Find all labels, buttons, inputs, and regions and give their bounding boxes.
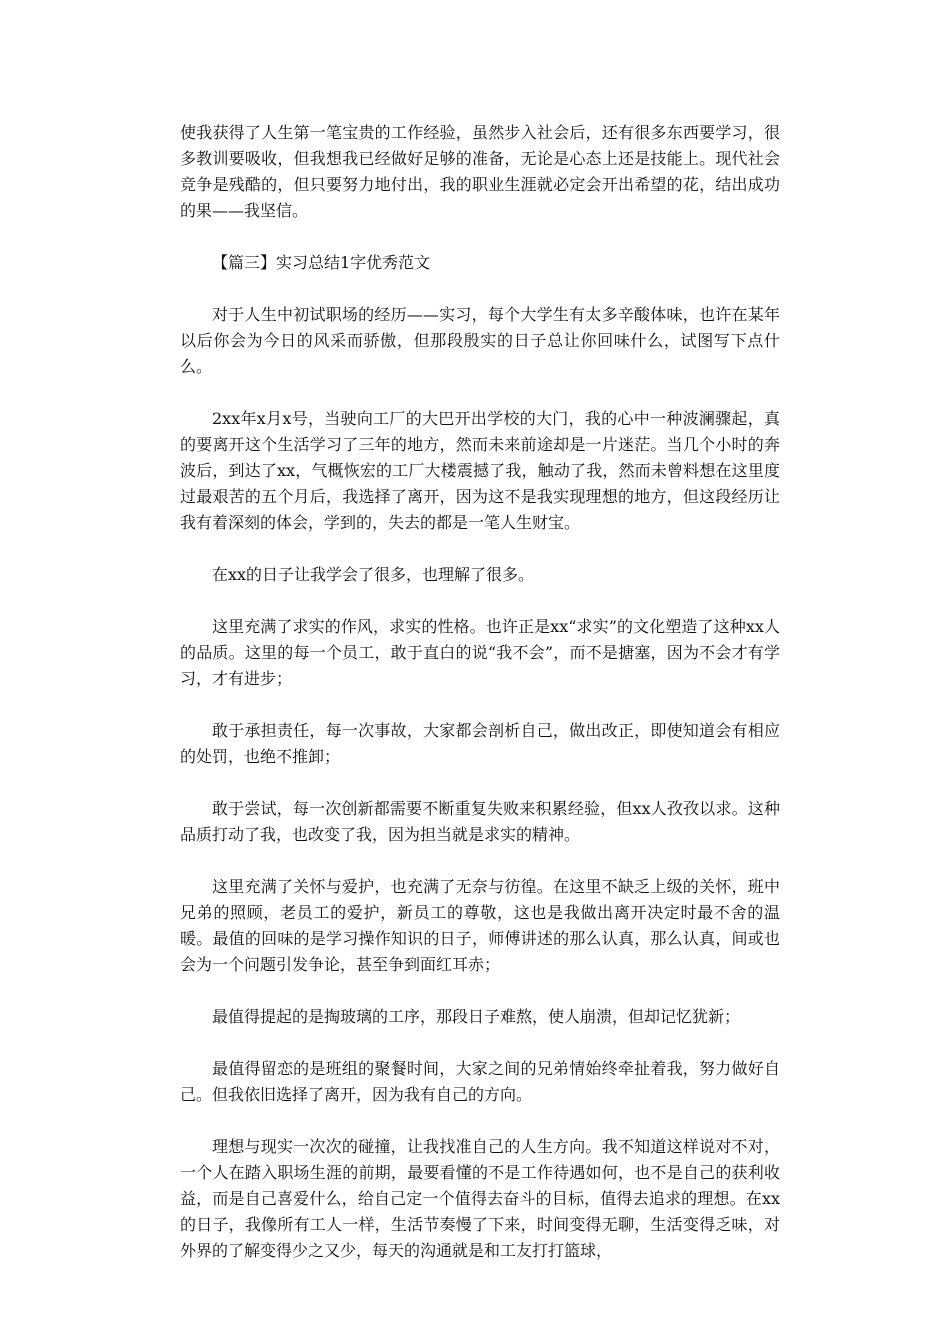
- paragraph: 对于人生中初试职场的经历——实习，每个大学生有太多辛酸体味，也许在某年以后你会为今日的风采而骄傲，但那段殷实的日子总让你回味什么，试图写下点什么。: [180, 305, 780, 376]
- paragraph-continuation: 使我获得了人生第一笔宝贵的工作经验，虽然步入社会后，还有很多东西要学习，很多教训要吸收，但我想我已经做好足够的准备，无论是心态上还是技能上。现代社会竞争是残酷的，但只要努力地付出，我的职业生涯就必定会开出希望的花，结出成功的果——我坚信。: [180, 123, 780, 220]
- paragraph: 这里充满了关怀与爱护，也充满了无奈与彷徨。在这里不缺乏上级的关怀，班中兄弟的照顾，老员工的爱护，新员工的尊敬，这也是我做出离开决定时最不舍的温暖。最值的回味的是学习操作知识的日子，师傅讲述的那么认真，那么认真，间或也会为一个问题引发争论，甚至争到面红耳赤；: [180, 877, 780, 974]
- paragraph: 2xx年x月x号，当驶向工厂的大巴开出学校的大门，我的心中一种波澜骤起，真的要离开这个生活学习了三年的地方，然而未来前途却是一片迷茫。当几个小时的奔波后，到达了xx，气概恢宏的工厂大楼震撼了我，触动了我，然而未曾料想在这里度过最艰苦的五个月后，我选择了离开，因为这不是我实现理想的地方，但这段经历让我有着深刻的体会，学到的，失去的都是一笔人生财宝。: [180, 409, 780, 532]
- paragraph: 敢于尝试，每一次创新都需要不断重复失败来积累经验，但xx人孜孜以求。这种品质打动了我，也改变了我，因为担当就是求实的精神。: [180, 799, 780, 844]
- document-body: [180, 120, 780, 1290]
- paragraph: 最值得留恋的是班组的聚餐时间，大家之间的兄弟情始终牵扯着我，努力做好自己。但我依旧选择了离开，因为我有自己的方向。: [180, 1059, 780, 1104]
- section-heading: 【篇三】实习总结1字优秀范文: [212, 253, 431, 272]
- paragraph: 理想与现实一次次的碰撞，让我找准自己的人生方向。我不知道这样说对不对，一个人在踏入职场生涯的前期，最要看懂的不是工作待遇如何，也不是自己的获利收益，而是自己喜爱什么，给自己定一个值得去奋斗的目标，值得去追求的理想。在xx的日子，我像所有工人一样，生活节奏慢了下来，时间变得无聊，生活变得乏味，对外界的了解变得少之又少，每天的沟通就是和工友打打篮球，: [180, 1137, 780, 1260]
- paragraph: 这里充满了求实的作风，求实的性格。也许正是xx“求实”的文化塑造了这种xx人的品质。这里的每一个员工，敢于直白的说“我不会”，而不是搪塞，因为不会才有学习，才有进步；: [180, 617, 780, 688]
- paragraph: 最值得提起的是掏玻璃的工序，那段日子难熬，使人崩溃，但却记忆犹新；: [212, 1007, 741, 1026]
- paragraph: 敢于承担责任，每一次事故，大家都会剖析自己，做出改正，即使知道会有相应的处罚，也绝不推卸；: [180, 721, 780, 766]
- paragraph: 在xx的日子让我学会了很多，也理解了很多。: [212, 565, 535, 584]
